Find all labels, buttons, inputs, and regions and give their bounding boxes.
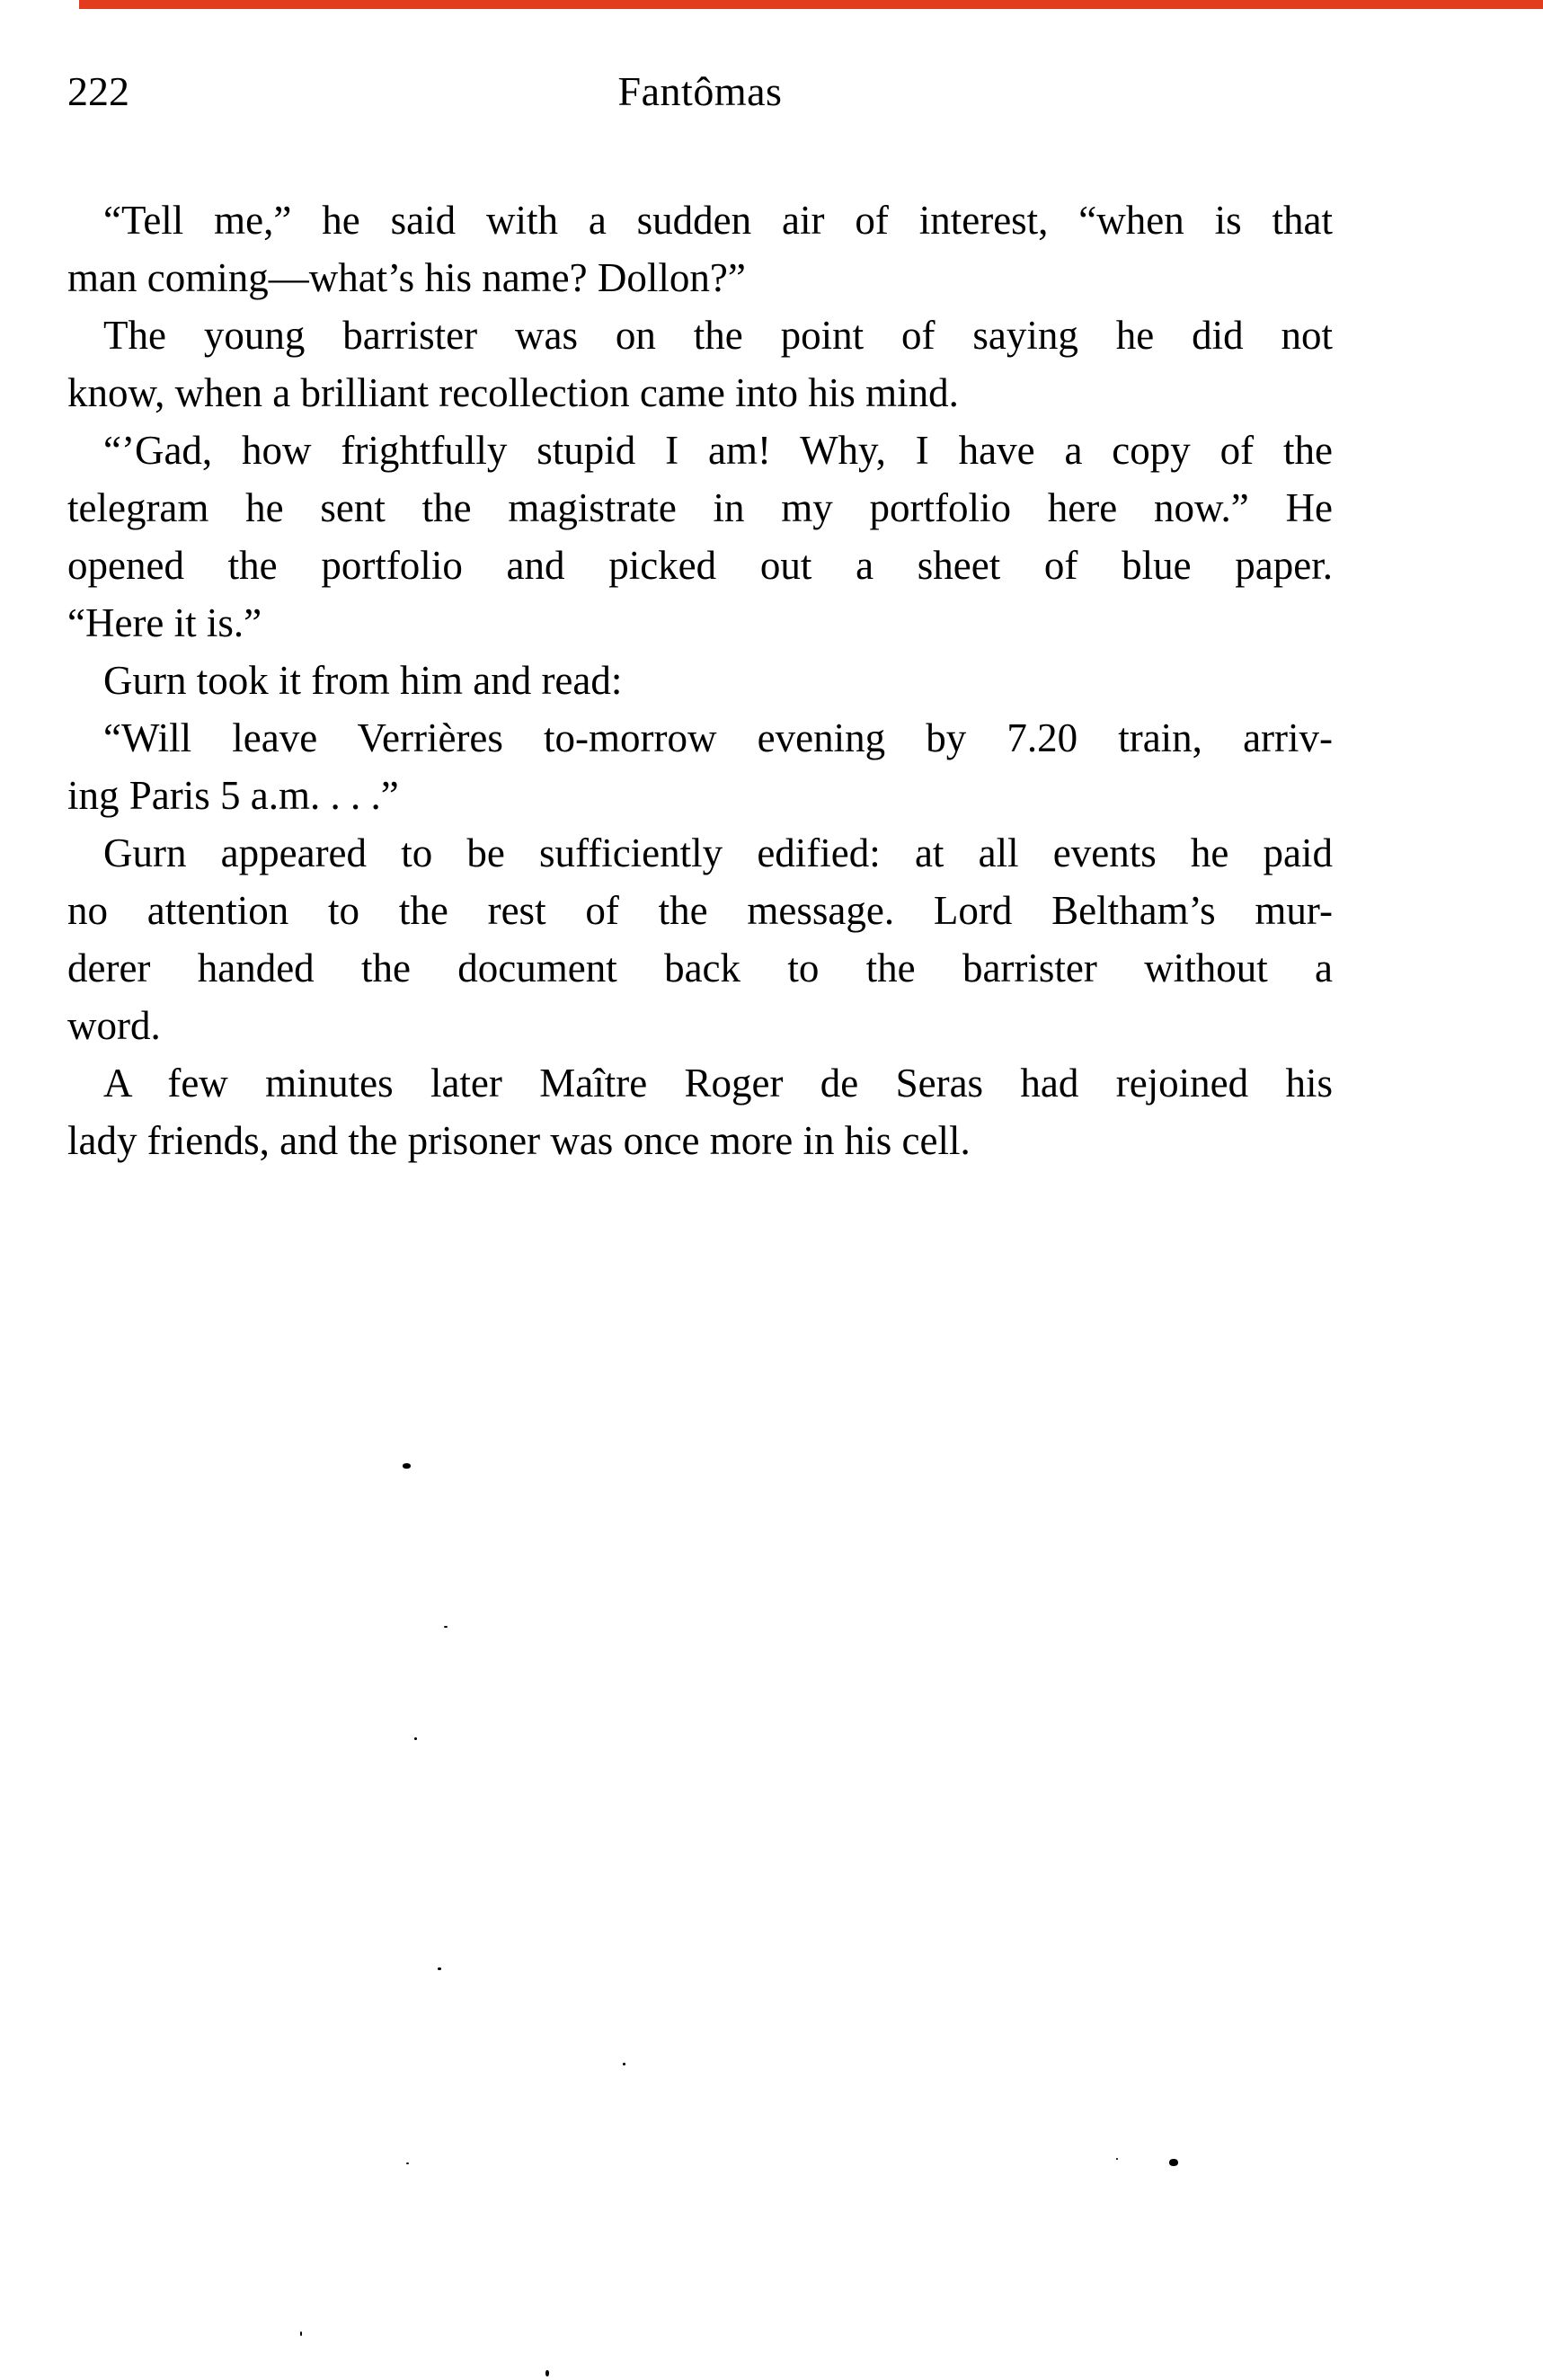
text-line: A few minutes later Maître Roger de Seras had rejoined his	[103, 1061, 1333, 1106]
text-line: word.	[67, 1003, 161, 1048]
ink-speck	[1116, 2158, 1118, 2160]
page-header	[67, 68, 1333, 115]
ink-speck	[444, 1626, 448, 1628]
text-line: “Will leave Verrières to-morrow evening by 7.20 train, arriv-	[103, 715, 1333, 760]
ink-speck	[414, 1737, 417, 1740]
text-line: “Here it is.”	[67, 600, 262, 645]
text-line: “Tell me,” he said with a sudden air of interest, “when is that	[103, 198, 1333, 243]
text-line: telegram he sent the magistrate in my portfolio here now.” He	[67, 485, 1333, 530]
text-line: no attention to the rest of the message. Lord Beltham’s mur-	[67, 888, 1333, 933]
text-line: The young barrister was on the point of saying he did not	[103, 313, 1333, 358]
ink-speck	[406, 2162, 409, 2164]
ink-speck	[545, 2370, 549, 2376]
text-line: man coming—what’s his name? Dollon?”	[67, 255, 746, 300]
scan-edge-artifact	[79, 0, 1543, 9]
ink-speck	[1169, 2159, 1178, 2166]
ink-speck	[403, 1463, 411, 1469]
running-title: Fantômas	[617, 68, 783, 114]
ink-speck	[300, 2331, 302, 2336]
text-line: Gurn appeared to be sufficiently edified: at all events he paid	[103, 830, 1333, 875]
text-line: know, when a brilliant recollection came into his mind.	[67, 370, 959, 415]
ink-speck	[438, 1967, 441, 1970]
text-line: lady friends, and the prisoner was once more in his cell.	[67, 1118, 971, 1163]
body-text	[67, 191, 1333, 1169]
text-line: derer handed the document back to the barrister without a	[67, 946, 1333, 990]
page-number: 222	[67, 68, 129, 114]
text-line: Gurn took it from him and read:	[103, 658, 623, 703]
text-line: “’Gad, how frightfully stupid I am! Why, I have a copy of the	[103, 428, 1333, 473]
ink-speck	[623, 2063, 625, 2065]
text-line: opened the portfolio and picked out a sheet of blue paper.	[67, 543, 1333, 588]
text-line: ing Paris 5 a.m. . . .”	[67, 773, 399, 818]
